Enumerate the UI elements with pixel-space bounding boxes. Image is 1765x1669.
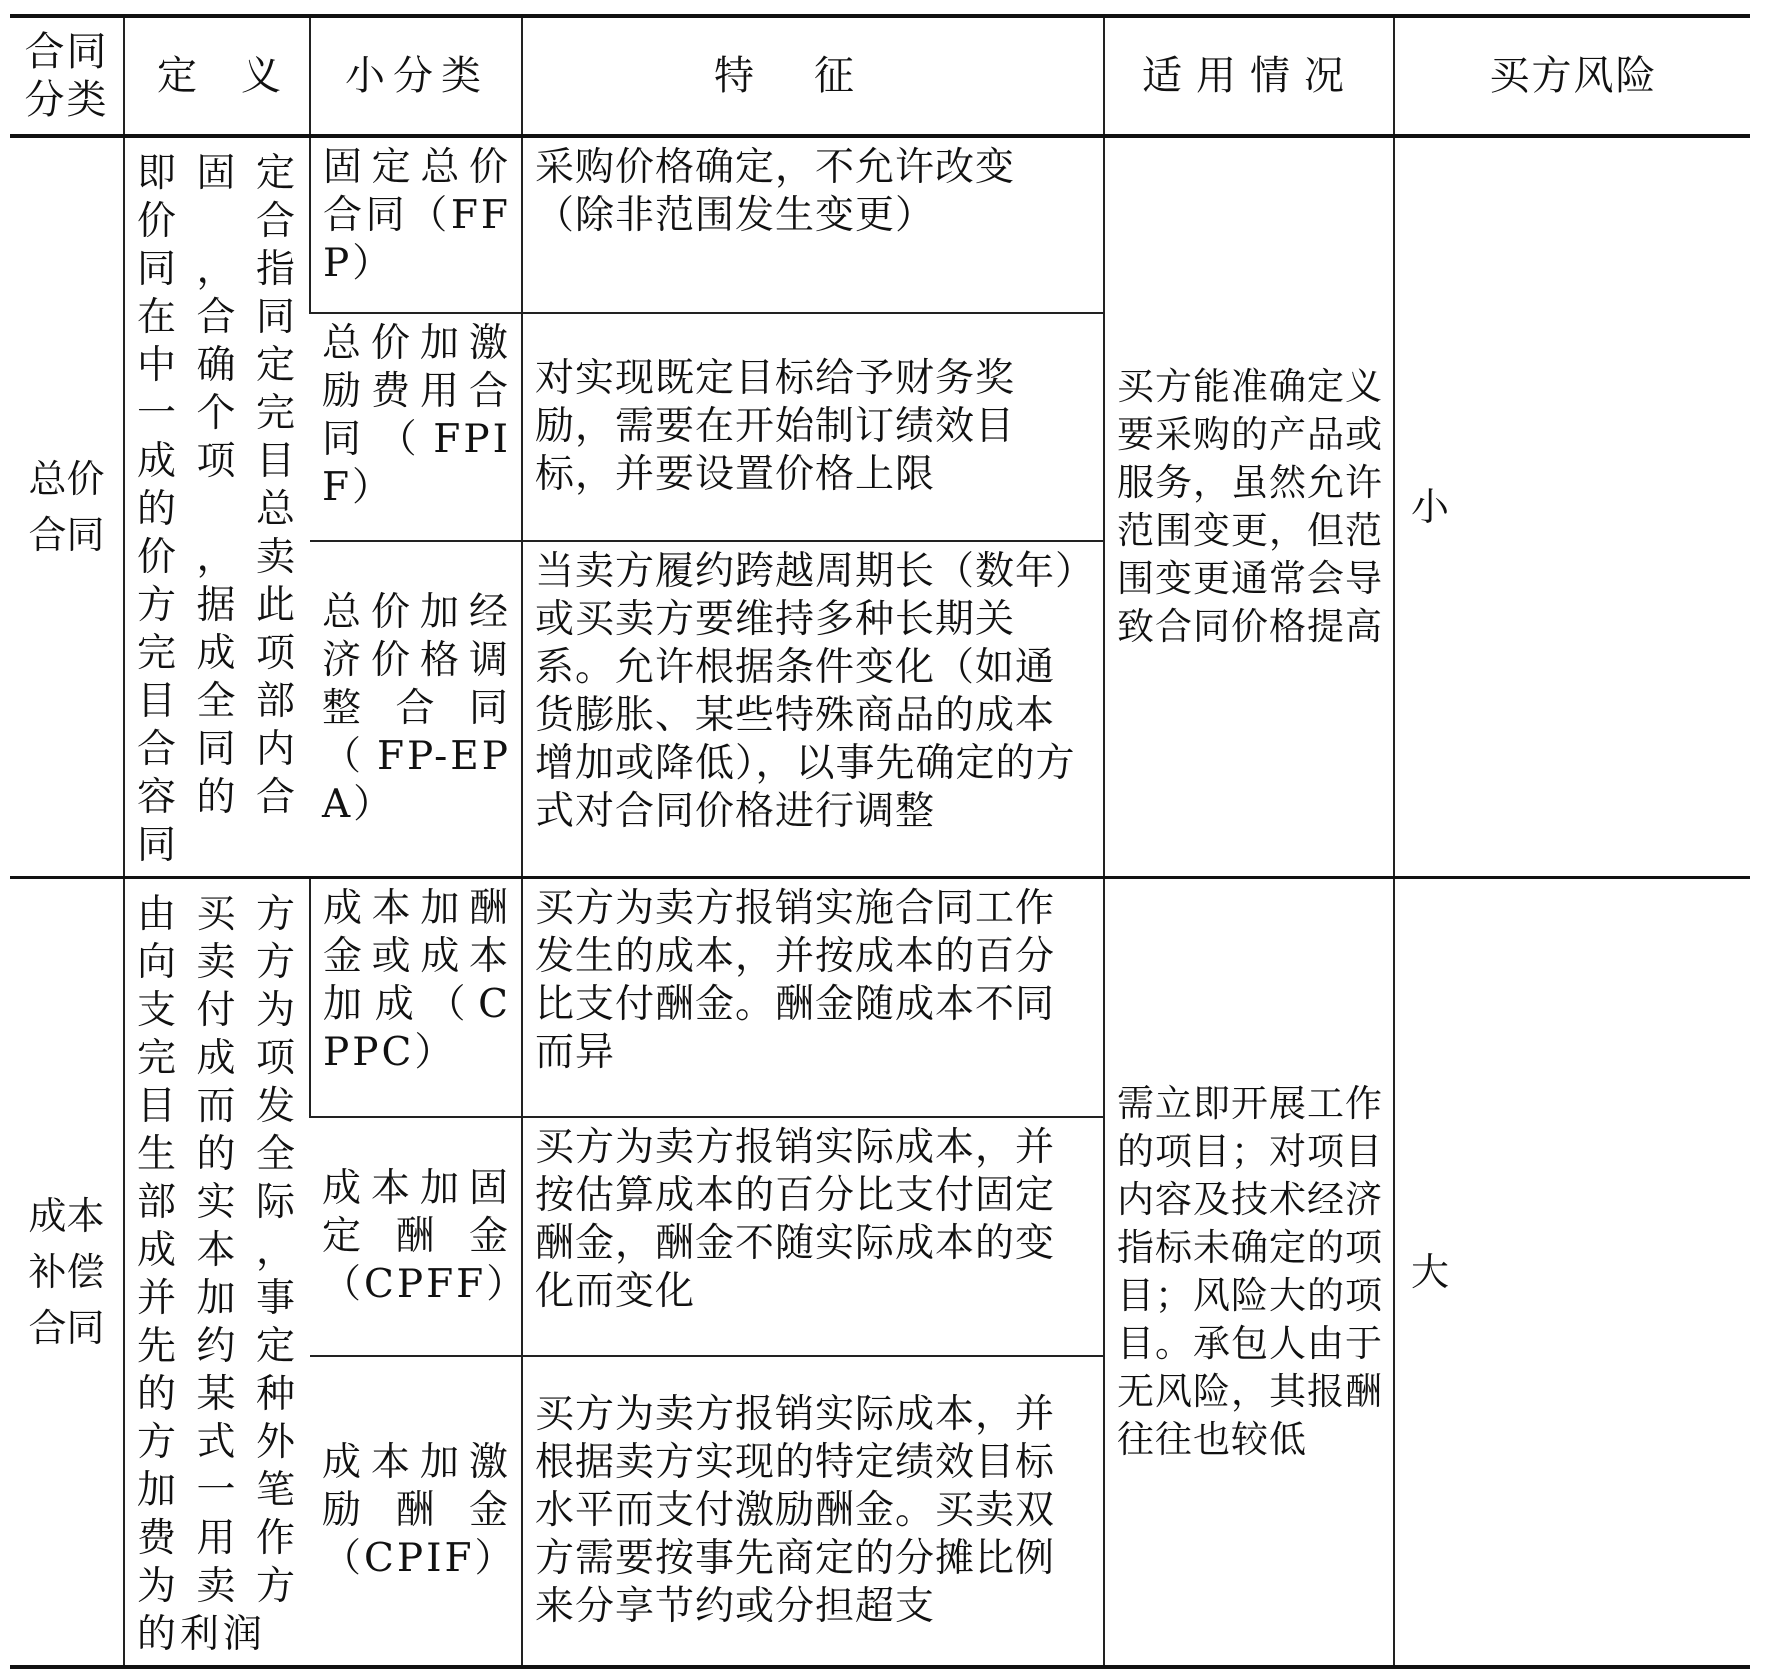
header-row xyxy=(10,16,1750,136)
subcategory-cell: 总价加激励费用合同（FPIF） xyxy=(310,313,522,542)
header-definition: 定义 xyxy=(124,16,310,136)
header-buyer-risk: 买方风险 xyxy=(1394,16,1750,136)
header-applicable: 适用情况 xyxy=(1104,16,1394,136)
table-row xyxy=(10,136,1750,313)
header-features: 特征 xyxy=(522,16,1104,136)
subcategory-cell: 固定总价合同（FFP） xyxy=(310,136,522,313)
header-category: 合同分类 xyxy=(10,16,124,136)
features-cell: 买方为卖方报销实际成本，并按估算成本的百分比支付固定酬金，酬金不随实际成本的变化而变化 xyxy=(522,1117,1104,1356)
definition-cell: 即固定价合同，指在合同中确定一个完成项目的总价，卖方据此完成项目全部合同内容的合同 xyxy=(124,136,310,878)
category-cell: 总价合同 xyxy=(10,136,124,878)
contract-types-table xyxy=(10,14,1750,1669)
applicable-cell: 买方能准确定义要采购的产品或服务，虽然允许范围变更，但范围变更通常会导致合同价格提高 xyxy=(1104,136,1394,878)
features-cell: 采购价格确定，不允许改变（除非范围发生变更） xyxy=(522,136,1104,313)
subcategory-cell: 成本加酬金或成本加成（CPPC） xyxy=(310,878,522,1118)
buyer-risk-cell: 大 xyxy=(1394,878,1750,1668)
subcategory-cell: 成本加激励酬金（CPIF） xyxy=(310,1356,522,1667)
subcategory-cell: 成本加固定酬金（CPFF） xyxy=(310,1117,522,1356)
table-row xyxy=(10,878,1750,1118)
category-cell: 成本补偿合同 xyxy=(10,878,124,1668)
features-cell: 买方为卖方报销实际成本，并根据卖方实现的特定绩效目标水平而支付激励酬金。买卖双方需要按事先商定的分摊比例来分享节约或分担超支 xyxy=(522,1356,1104,1667)
features-cell: 买方为卖方报销实施合同工作发生的成本，并按成本的百分比支付酬金。酬金随成本不同而异 xyxy=(522,878,1104,1118)
features-cell: 对实现既定目标给予财务奖励，需要在开始制订绩效目标，并要设置价格上限 xyxy=(522,313,1104,542)
applicable-cell: 需立即开展工作的项目；对项目内容及技术经济指标未确定的项目；风险大的项目。承包人由于无风险，其报酬往往也较低 xyxy=(1104,878,1394,1668)
features-cell: 当卖方履约跨越周期长（数年）或买卖方要维持多种长期关系。允许根据条件变化（如通货膨胀、某些特殊商品的成本增加或降低），以事先确定的方式对合同价格进行调整 xyxy=(522,541,1104,877)
header-subcategory: 小分类 xyxy=(310,16,522,136)
definition-cell: 由买方向卖方支付为完成项目而发生的全部实际成本，并加事先约定的某种方式外加一笔费用作为卖方的利润 xyxy=(124,878,310,1668)
buyer-risk-cell: 小 xyxy=(1394,136,1750,878)
subcategory-cell: 总价加经济价格调整合同（FP-EPA） xyxy=(310,541,522,877)
